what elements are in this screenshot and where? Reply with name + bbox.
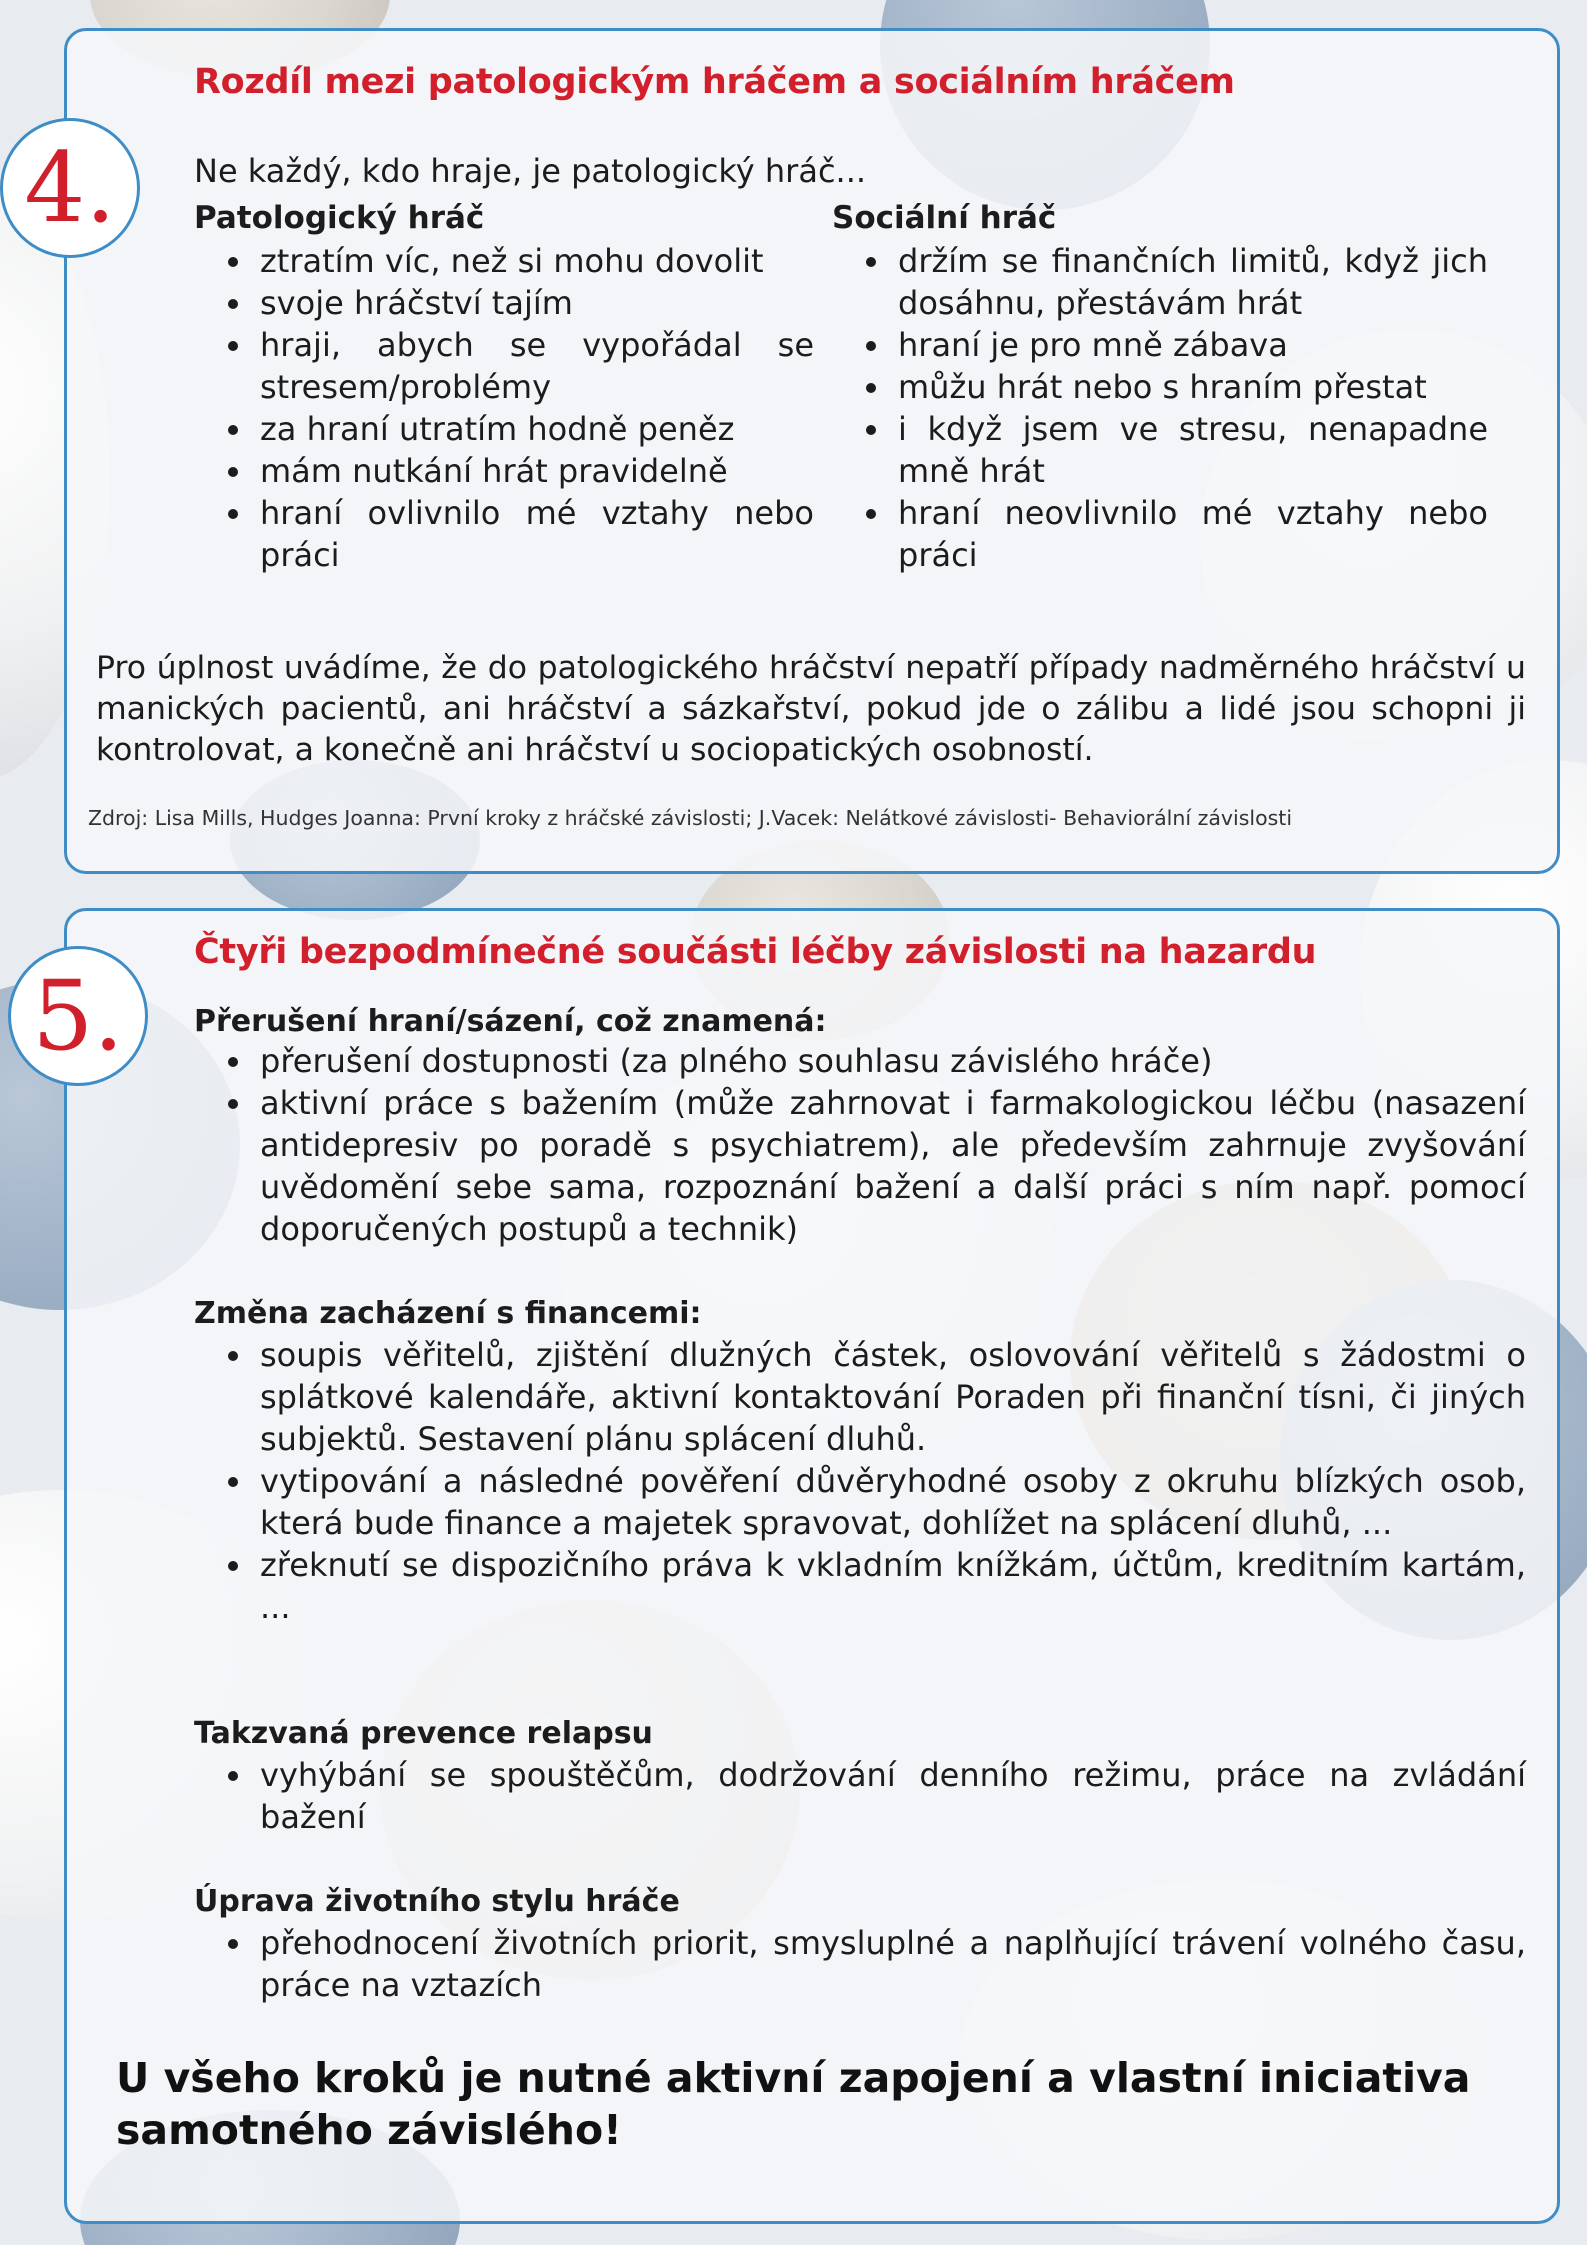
social-heading: Sociální hráč xyxy=(832,200,1057,236)
list-item: vytipování a následné pověření důvěryhodné osoby z okruhu blízkých osob, která bude finance a majetek spravovat, dohlížet na splácení dluhů, ... xyxy=(194,1460,1526,1544)
list-item: za hraní utratím hodně peněz xyxy=(194,408,814,450)
list-item: aktivní práce s bažením (může zahrnovat i farmakologickou léčbu (nasazení antidepresiv po poradě s psychiatrem), ale především zahrnuje zvyšování uvědomění sebe sama, rozpoznání bažení a další práci s ním např. pomocí doporučených postupů a technik) xyxy=(194,1082,1526,1250)
pathological-heading: Patologický hráč xyxy=(194,200,485,236)
group-list-finances xyxy=(194,1334,1526,1628)
source-citation: Zdroj: Lisa Mills, Hudges Joanna: První kroky z hráčské závislosti; J.Vacek: Nelátkové závislosti- Behaviorální závislosti xyxy=(88,806,1293,830)
list-item: zřeknutí se dispozičního práva k vkladním knížkám, účtům, kreditním kartám, ... xyxy=(194,1544,1526,1628)
section-5-number: 5. xyxy=(32,960,124,1072)
section-5-title: Čtyři bezpodmínečné součásti léčby závislosti na hazardu xyxy=(194,932,1317,972)
group-heading-interruption: Přerušení hraní/sázení, což znamená: xyxy=(194,1004,827,1039)
list-item: i když jsem ve stresu, nenapadne mně hrát xyxy=(832,408,1488,492)
list-item: hraní je pro mně zábava xyxy=(832,324,1488,366)
group-heading-finances: Změna zacházení s financemi: xyxy=(194,1296,702,1331)
section-4-number: 4. xyxy=(24,132,116,244)
section-4-number-badge xyxy=(0,118,140,258)
list-item: soupis věřitelů, zjištění dlužných částek, oslovování věřitelů s žádostmi o splátkové kalendáře, aktivní kontaktování Poraden při finanční tísni, či jiných subjektů. Sestavení plánu splácení dluhů. xyxy=(194,1334,1526,1460)
list-item: hraní ovlivnilo mé vztahy nebo práci xyxy=(194,492,814,576)
list-item: držím se finančních limitů, když jich dosáhnu, přestávám hrát xyxy=(832,240,1488,324)
social-list xyxy=(832,240,1488,576)
final-statement: U všeho kroků je nutné aktivní zapojení a vlastní iniciativa samotného závislého! xyxy=(116,2054,1471,2154)
list-item: přehodnocení životních priorit, smysluplné a naplňující trávení volného času, práce na vztazích xyxy=(194,1922,1526,2006)
pathological-list xyxy=(194,240,814,576)
group-heading-lifestyle: Úprava životního stylu hráče xyxy=(194,1884,680,1919)
section-4-lead: Ne každý, kdo hraje, je patologický hráč... xyxy=(194,152,867,190)
list-item: ztratím víc, než si mohu dovolit xyxy=(194,240,814,282)
group-list-lifestyle xyxy=(194,1922,1526,2006)
list-item: mám nutkání hrát pravidelně xyxy=(194,450,814,492)
group-list-interruption xyxy=(194,1040,1526,1250)
group-list-relapse xyxy=(194,1754,1526,1838)
list-item: můžu hrát nebo s hraním přestat xyxy=(832,366,1488,408)
list-item: přerušení dostupnosti (za plného souhlasu závislého hráče) xyxy=(194,1040,1526,1082)
list-item: svoje hráčství tajím xyxy=(194,282,814,324)
section-5-number-badge xyxy=(8,946,148,1086)
group-heading-relapse: Takzvaná prevence relapsu xyxy=(194,1716,653,1751)
list-item: hraji, abych se vypořádal se stresem/problémy xyxy=(194,324,814,408)
section-4-note: Pro úplnost uvádíme, že do patologického hráčství nepatří případy nadměrného hráčství u manických pacientů, ani hráčství a sázkařství, pokud jde o zálibu a lidé jsou schopni ji kontrolovat, a konečně ani hráčství u sociopatických osobností. xyxy=(96,650,1526,768)
section-4-title: Rozdíl mezi patologickým hráčem a sociálním hráčem xyxy=(194,62,1235,102)
list-item: vyhýbání se spouštěčům, dodržování denního režimu, práce na zvládání bažení xyxy=(194,1754,1526,1838)
list-item: hraní neovlivnilo mé vztahy nebo práci xyxy=(832,492,1488,576)
